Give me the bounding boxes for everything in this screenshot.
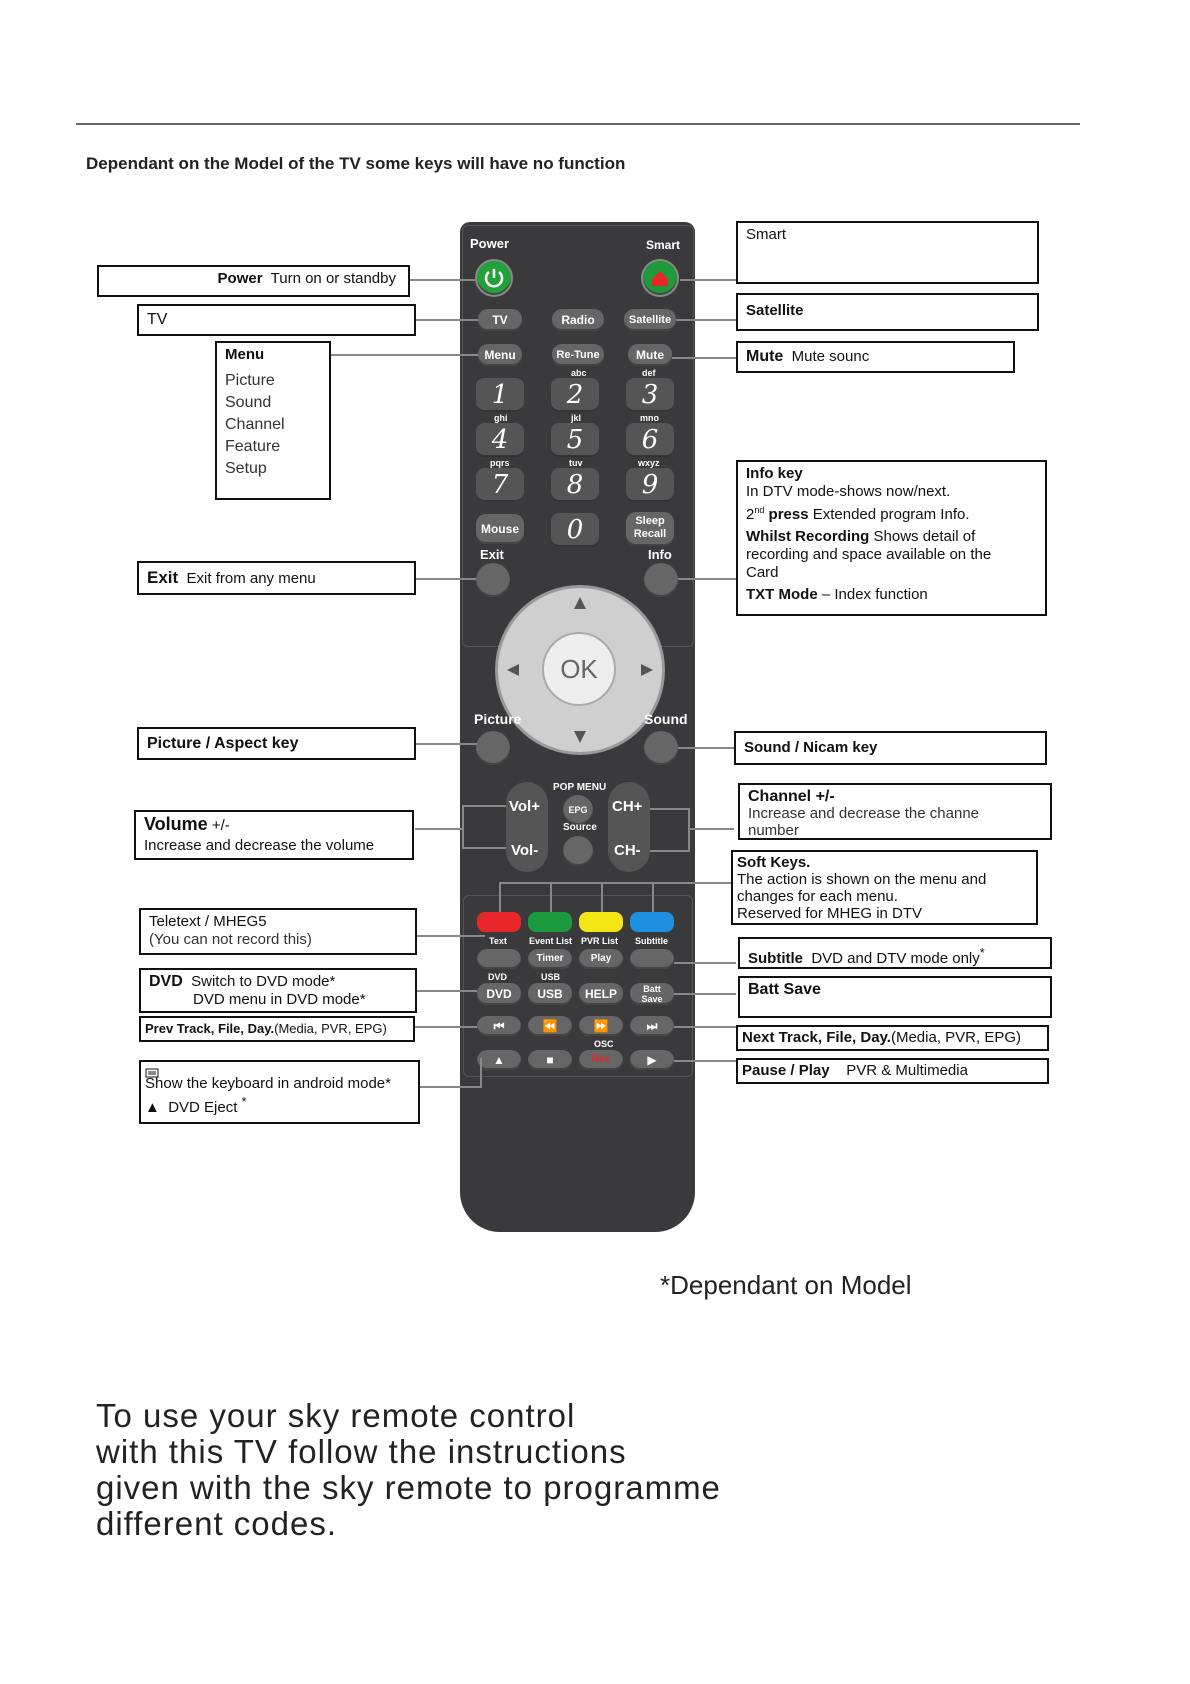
connector-channel bbox=[688, 828, 734, 830]
remote-usb-button[interactable]: USB bbox=[528, 983, 572, 1005]
softkeys-line3: Reserved for MHEG in DTV bbox=[737, 905, 923, 922]
dpad-arrows bbox=[495, 585, 665, 755]
key-3[interactable]: 3 bbox=[626, 378, 674, 412]
remote-batt-save-button[interactable] bbox=[630, 983, 674, 1005]
vol-minus-label: Vol- bbox=[511, 842, 539, 859]
bottom-instructions bbox=[96, 1398, 721, 1542]
channel-title: Channel +/- bbox=[748, 788, 835, 805]
remote-subtitle-button[interactable] bbox=[630, 949, 674, 969]
connector-exit bbox=[415, 578, 476, 580]
remote-retune-button[interactable]: Re-Tune bbox=[552, 344, 604, 366]
volume-title: Volume bbox=[144, 814, 208, 834]
save-small-label: Save bbox=[641, 994, 663, 1004]
next-label-box bbox=[736, 1025, 1049, 1051]
rec-button[interactable]: Rec bbox=[579, 1050, 623, 1070]
remote-tv-button[interactable]: TV bbox=[478, 309, 522, 331]
info-shows: Shows detail of bbox=[873, 528, 976, 545]
next-track-button[interactable]: ⏭ bbox=[630, 1016, 674, 1036]
menu-item-setup: Setup bbox=[225, 460, 267, 477]
key-sub-pqrs: pqrs bbox=[490, 458, 510, 468]
prev-label-box bbox=[139, 1016, 415, 1042]
subtitle-key-label: Subtitle bbox=[635, 936, 668, 946]
mute-key-name: Mute bbox=[746, 348, 784, 365]
mute-desc: Mute sounc bbox=[791, 348, 870, 365]
remote-text-button[interactable] bbox=[477, 949, 521, 969]
key-sub-ghi: ghi bbox=[494, 413, 508, 423]
key-8[interactable]: 8 bbox=[551, 468, 599, 502]
info-line4: recording and space available on the bbox=[746, 546, 992, 563]
connector-pause bbox=[674, 1060, 736, 1062]
key-4[interactable]: 4 bbox=[476, 423, 524, 457]
connector-softkeys-4 bbox=[652, 882, 654, 912]
sound-label-box: Sound / Nicam key bbox=[734, 731, 1047, 765]
popmenu-label: POP MENU bbox=[553, 782, 607, 793]
key-sub-def: def bbox=[642, 368, 656, 378]
pvrlist-label: PVR List bbox=[581, 936, 619, 946]
blue-key[interactable] bbox=[630, 912, 674, 932]
remote-sound-label: Sound bbox=[644, 711, 688, 727]
pause-desc: PVR & Multimedia bbox=[846, 1062, 968, 1079]
vol-plus-label: Vol+ bbox=[509, 798, 540, 815]
info-line5: Card bbox=[746, 564, 779, 581]
remote-satellite-button[interactable]: Satellite bbox=[624, 309, 676, 331]
connector-volume bbox=[415, 828, 462, 830]
connector-power bbox=[406, 279, 476, 281]
picture-label-box: Picture / Aspect key bbox=[137, 727, 416, 760]
menu-label-box bbox=[215, 341, 331, 500]
remote-picture-label: Picture bbox=[474, 711, 522, 727]
connector-sound bbox=[678, 747, 734, 749]
info-extended: Extended program Info. bbox=[812, 506, 970, 523]
up-arrow-icon bbox=[574, 597, 586, 609]
key-5[interactable]: 5 bbox=[551, 423, 599, 457]
keyboard-line2: DVD Eject bbox=[168, 1099, 238, 1116]
red-key[interactable] bbox=[477, 912, 521, 932]
left-arrow-icon bbox=[507, 664, 519, 676]
recall-label: Recall bbox=[633, 528, 667, 540]
connector-volume-top bbox=[462, 805, 506, 807]
remote-dvd-button[interactable]: DVD bbox=[477, 983, 521, 1005]
prev-desc: (Media, PVR, EPG) bbox=[274, 1021, 387, 1036]
connector-keyboard-v bbox=[480, 1058, 482, 1088]
dvd-line2: DVD menu in DVD mode* bbox=[193, 991, 366, 1008]
usb-small-label: USB bbox=[541, 972, 561, 982]
info-title: Info key bbox=[746, 465, 803, 482]
keyboard-label-box bbox=[139, 1060, 420, 1124]
ch-minus-label: CH- bbox=[614, 842, 641, 859]
pause-label-box bbox=[736, 1058, 1049, 1084]
connector-softkeys bbox=[499, 882, 731, 884]
dvd-small-label: DVD bbox=[488, 972, 508, 982]
green-key[interactable] bbox=[528, 912, 572, 932]
play-pause-button[interactable]: ▶ bbox=[630, 1050, 674, 1070]
remote-play-list-button[interactable]: Play bbox=[579, 949, 623, 969]
yellow-key[interactable] bbox=[579, 912, 623, 932]
dvd-line1: Switch to DVD mode* bbox=[191, 973, 336, 990]
info-label-box bbox=[736, 460, 1047, 616]
subtitle-label-box bbox=[738, 937, 1052, 969]
smart-home-icon[interactable] bbox=[641, 259, 679, 297]
rewind-button[interactable]: ⏪ bbox=[528, 1016, 572, 1036]
keyboard-line1: Show the keyboard in android mode* bbox=[145, 1075, 391, 1092]
power-icon[interactable] bbox=[475, 259, 513, 297]
eventlist-label: Event List bbox=[529, 936, 573, 946]
connector-dvd bbox=[415, 990, 477, 992]
dvd-label-box bbox=[139, 968, 417, 1013]
connector-menu bbox=[330, 354, 478, 356]
sleep-label: Sleep bbox=[635, 515, 665, 527]
connector-tv bbox=[415, 319, 478, 321]
connector-smart bbox=[680, 279, 736, 281]
key-sub-tuv: tuv bbox=[569, 458, 583, 468]
connector-mute bbox=[672, 357, 736, 359]
prev-track-button[interactable]: ⏮ bbox=[477, 1016, 521, 1036]
volume-label-box bbox=[134, 810, 414, 860]
key-0[interactable]: 0 bbox=[551, 513, 599, 547]
softkeys-line2: changes for each menu. bbox=[737, 888, 898, 905]
footnote: *Dependant on Model bbox=[660, 1270, 912, 1300]
key-9[interactable]: 9 bbox=[626, 468, 674, 502]
power-label-box bbox=[97, 265, 410, 297]
remote-exit-label: Exit bbox=[480, 547, 504, 562]
connector-keyboard bbox=[420, 1086, 480, 1088]
menu-item-channel: Channel bbox=[225, 416, 285, 433]
connector-picture bbox=[415, 743, 477, 745]
bottom-line-2: with this TV follow the instructions bbox=[96, 1433, 627, 1470]
channel-line1: Increase and decrease the channe bbox=[748, 805, 979, 822]
key-1[interactable]: 1 bbox=[476, 378, 524, 412]
connector-ch-top bbox=[650, 808, 690, 810]
info-line1: In DTV mode-shows now/next. bbox=[746, 483, 951, 500]
connector-satellite bbox=[676, 319, 736, 321]
power-desc: Turn on or standby bbox=[270, 270, 396, 287]
menu-title: Menu bbox=[225, 346, 265, 363]
exit-label-box bbox=[137, 561, 416, 595]
softkeys-label-box bbox=[731, 850, 1038, 925]
remote-epg-button[interactable]: EPG bbox=[563, 795, 593, 825]
smart-label-box: Smart bbox=[736, 221, 1039, 284]
connector-ch-v bbox=[688, 808, 690, 852]
connector-volume-bottom bbox=[462, 847, 506, 849]
down-arrow-icon bbox=[574, 731, 586, 743]
right-arrow-icon bbox=[641, 664, 653, 676]
connector-prev bbox=[415, 1026, 477, 1028]
source-label: Source bbox=[563, 822, 597, 833]
keyboard-icon bbox=[145, 1065, 414, 1075]
subtitle-desc: DVD and DTV mode only bbox=[811, 950, 980, 967]
keyboard-star: * bbox=[241, 1095, 247, 1109]
eject-icon: ▲ bbox=[145, 1099, 160, 1116]
info-index: – Index function bbox=[821, 586, 928, 603]
menu-item-sound: Sound bbox=[225, 394, 272, 411]
prev-key-name: Prev Track, File, Day. bbox=[145, 1021, 275, 1036]
batt-small-label: Batt bbox=[643, 984, 661, 994]
dvd-key-name: DVD bbox=[149, 973, 183, 990]
remote-sleep-recall-button[interactable] bbox=[626, 512, 674, 546]
connector-batt bbox=[674, 993, 736, 995]
remote-source-button[interactable] bbox=[563, 836, 593, 866]
connector-softkeys-2 bbox=[550, 882, 552, 912]
remote-mute-button[interactable]: Mute bbox=[628, 344, 672, 366]
subtitle-key-name: Subtitle bbox=[748, 950, 803, 967]
connector-subtitle bbox=[674, 962, 736, 964]
ch-plus-label: CH+ bbox=[612, 798, 643, 815]
remote-smart-label: Smart bbox=[646, 238, 681, 252]
connector-ch-bottom bbox=[650, 850, 690, 852]
top-rule bbox=[76, 123, 1080, 125]
connector-info bbox=[678, 578, 736, 580]
remote-menu-button[interactable]: Menu bbox=[478, 344, 522, 366]
connector-next bbox=[674, 1026, 736, 1028]
remote-power-label: Power bbox=[470, 236, 510, 251]
subtitle-star: * bbox=[979, 946, 985, 960]
bottom-line-1: To use your sky remote control bbox=[96, 1397, 576, 1434]
fast-forward-button[interactable]: ⏩ bbox=[579, 1016, 623, 1036]
menu-item-picture: Picture bbox=[225, 372, 275, 389]
key-7[interactable]: 7 bbox=[476, 468, 524, 502]
key-sub-wxyz: wxyz bbox=[638, 458, 660, 468]
info-nd: nd bbox=[754, 505, 765, 515]
osc-label: OSC bbox=[594, 1039, 614, 1049]
connector-softkeys-3 bbox=[601, 882, 603, 912]
channel-label-box bbox=[738, 783, 1052, 840]
remote-mouse-button[interactable]: Mouse bbox=[476, 514, 524, 544]
volume-suffix: +/- bbox=[211, 817, 230, 834]
tv-label-box: TV bbox=[137, 304, 416, 336]
menu-item-feature: Feature bbox=[225, 438, 281, 455]
teletext-line2: (You can not record this) bbox=[149, 931, 312, 948]
key-sub-abc: abc bbox=[571, 368, 587, 378]
volume-desc: Increase and decrease the volume bbox=[144, 837, 375, 854]
bottom-line-3: given with the sky remote to programme bbox=[96, 1469, 721, 1506]
remote-picture-button[interactable] bbox=[476, 731, 510, 765]
ok-button[interactable]: OK bbox=[542, 632, 616, 706]
connector-teletext bbox=[415, 935, 485, 937]
satellite-label-box: Satellite bbox=[736, 293, 1039, 331]
teletext-line1: Teletext / MHEG5 bbox=[149, 913, 267, 930]
key-6[interactable]: 6 bbox=[626, 423, 674, 457]
text-key-label: Text bbox=[489, 936, 507, 946]
power-key-name: Power bbox=[217, 270, 263, 287]
exit-desc: Exit from any menu bbox=[186, 570, 316, 587]
remote-help-button[interactable]: HELP bbox=[579, 983, 623, 1005]
channel-line2: number bbox=[748, 822, 799, 839]
remote-sound-button[interactable] bbox=[644, 731, 678, 765]
connector-volume-v bbox=[462, 805, 464, 848]
key-sub-jkl: jkl bbox=[571, 413, 582, 423]
next-key-name: Next Track, File, Day. bbox=[742, 1029, 891, 1046]
bottom-line-4: different codes. bbox=[96, 1505, 338, 1542]
softkeys-title: Soft Keys. bbox=[737, 854, 811, 871]
connector-softkeys-1 bbox=[499, 882, 501, 912]
batt-label-box: Batt Save bbox=[738, 976, 1052, 1018]
next-desc: (Media, PVR, EPG) bbox=[890, 1029, 1022, 1046]
key-2[interactable]: 2 bbox=[551, 378, 599, 412]
exit-key-name: Exit bbox=[147, 568, 179, 587]
info-txt: TXT Mode bbox=[746, 586, 818, 603]
info-2: 2 bbox=[746, 506, 755, 523]
eject-button[interactable]: ▲ bbox=[477, 1050, 521, 1070]
pause-key-name: Pause / Play bbox=[742, 1062, 830, 1079]
remote-info-label: Info bbox=[648, 547, 672, 562]
intro-text: Dependant on the Model of the TV some keys will have no function bbox=[86, 154, 626, 173]
key-sub-mno: mno bbox=[640, 413, 659, 423]
teletext-label-box bbox=[139, 908, 417, 955]
softkeys-line1: The action is shown on the menu and bbox=[737, 871, 987, 888]
remote-timer-button[interactable]: Timer bbox=[528, 949, 572, 969]
info-whilst: Whilst Recording bbox=[746, 528, 870, 545]
mute-label-box bbox=[736, 341, 1015, 373]
remote-radio-button[interactable]: Radio bbox=[552, 309, 604, 331]
stop-button[interactable]: ■ bbox=[528, 1050, 572, 1070]
info-press: press bbox=[768, 506, 809, 523]
